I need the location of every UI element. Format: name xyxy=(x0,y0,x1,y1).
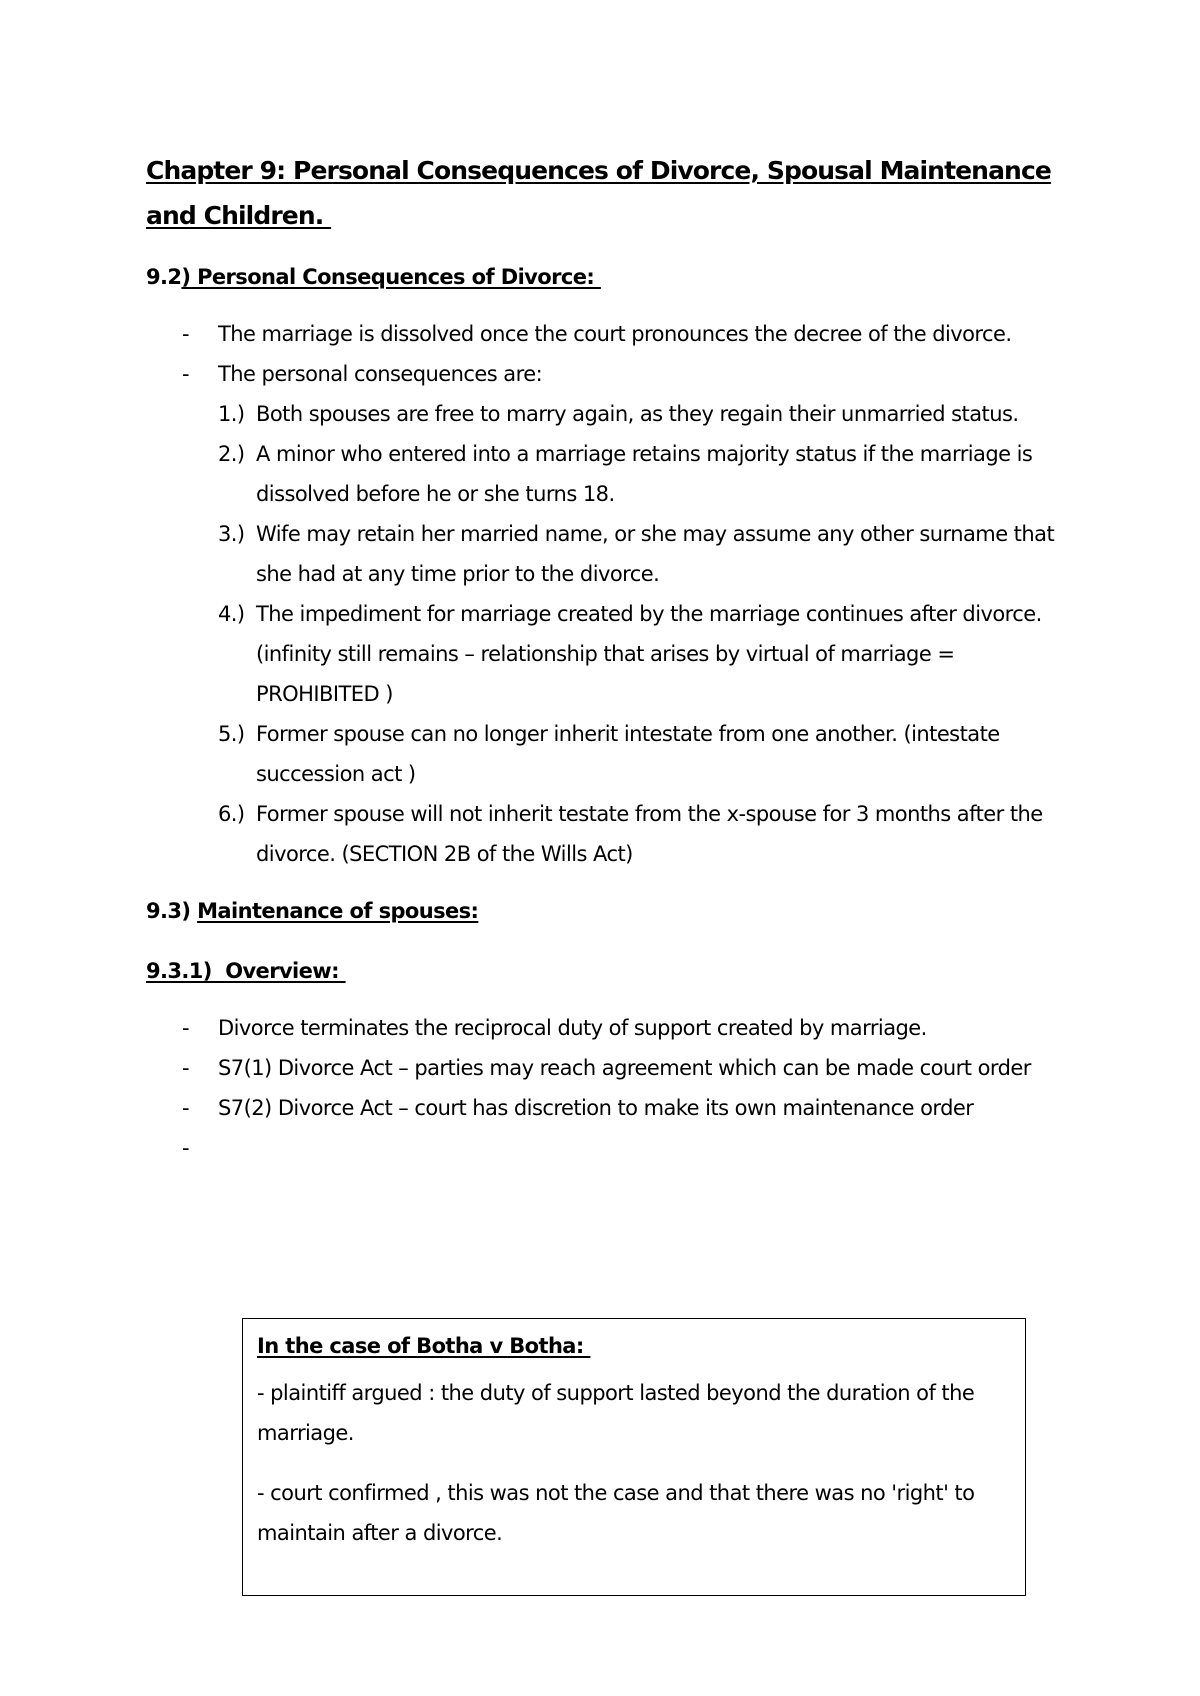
bullet-dash: - xyxy=(182,1096,190,1120)
bullet-dash: - xyxy=(182,362,190,386)
section-9-3-number: 9.3) xyxy=(146,899,198,923)
section-9-2-heading xyxy=(146,262,1066,292)
consequence-text: Both spouses are free to marry again, as they regain their unmarried status. xyxy=(256,402,1019,426)
consequence-number: 2.) xyxy=(218,442,245,466)
consequence-item xyxy=(146,714,1066,794)
section-9-2-title: ) Personal Consequences of Divorce: xyxy=(181,265,601,289)
consequence-number: 6.) xyxy=(218,802,245,826)
bullet-item xyxy=(146,314,1066,354)
section-9-3-1-title: 9.3.1) Overview: xyxy=(146,959,346,983)
consequence-text: Wife may retain her married name, or she may assume any other surname that she had at any time prior to the divorce. xyxy=(256,522,1055,586)
consequence-number: 4.) xyxy=(218,602,245,626)
chapter-title-line2: and Children. xyxy=(146,201,332,230)
bullet-item xyxy=(146,354,1066,394)
section-9-2-body xyxy=(146,314,1066,874)
consequence-text: Former spouse will not inherit testate from the x-spouse for 3 months after the divorce. (SECTION 2B of the Wills Act) xyxy=(256,802,1043,866)
bullet-dash: - xyxy=(182,1016,190,1040)
consequence-item xyxy=(146,794,1066,874)
case-title xyxy=(257,1329,1011,1363)
bullet-text: The marriage is dissolved once the court pronounces the decree of the divorce. xyxy=(218,322,1012,346)
bullet-text: S7(2) Divorce Act – court has discretion to make its own maintenance order xyxy=(218,1096,974,1120)
section-9-3-title: Maintenance of spouses: xyxy=(197,899,479,923)
chapter-title-line1: Chapter 9: Personal Consequences of Divorce, Spousal Maintenance xyxy=(146,156,1051,185)
consequence-number: 1.) xyxy=(218,402,245,426)
consequence-number: 3.) xyxy=(218,522,245,546)
consequence-text: Former spouse can no longer inherit intestate from one another. (intestate succession act ) xyxy=(256,722,1000,786)
section-9-2-number: 9.2 xyxy=(146,265,182,289)
case-box xyxy=(242,1318,1026,1596)
case-plaintiff-argument: - plaintiff argued : the duty of support lasted beyond the duration of the marriage. xyxy=(257,1381,975,1445)
bullet-dash: - xyxy=(182,1136,190,1160)
consequence-item xyxy=(146,594,1066,714)
bullet-item xyxy=(146,1048,1066,1088)
consequence-item xyxy=(146,394,1066,434)
bullet-text: The personal consequences are: xyxy=(218,362,543,386)
section-9-3-heading xyxy=(146,896,1066,926)
consequence-text: The impediment for marriage created by the marriage continues after divorce. (infinity still remains – relationship that arises by virtual of marriage = PROHIBITED ) xyxy=(256,602,1042,706)
consequence-text: A minor who entered into a marriage retains majority status if the marriage is dissolved before he or she turns 18. xyxy=(256,442,1033,506)
consequence-item xyxy=(146,434,1066,514)
bullet-item xyxy=(146,1008,1066,1048)
bullet-item xyxy=(146,1088,1066,1128)
empty-bullet-item xyxy=(146,1128,1066,1168)
case-court-finding: - court confirmed , this was not the case and that there was no 'right' to maintain after a divorce. xyxy=(257,1481,975,1545)
bullet-text: S7(1) Divorce Act – parties may reach agreement which can be made court order xyxy=(218,1056,1031,1080)
document-page xyxy=(146,148,1066,1168)
section-9-3-1-body xyxy=(146,1008,1066,1168)
case-title-text: In the case of Botha v Botha: xyxy=(257,1334,591,1358)
bullet-dash: - xyxy=(182,1056,190,1080)
consequence-number: 5.) xyxy=(218,722,245,746)
bullet-dash: - xyxy=(182,322,190,346)
chapter-title xyxy=(146,148,1066,238)
consequence-item xyxy=(146,514,1066,594)
bullet-text: Divorce terminates the reciprocal duty of support created by marriage. xyxy=(218,1016,927,1040)
section-9-3-1-heading xyxy=(146,956,1066,986)
